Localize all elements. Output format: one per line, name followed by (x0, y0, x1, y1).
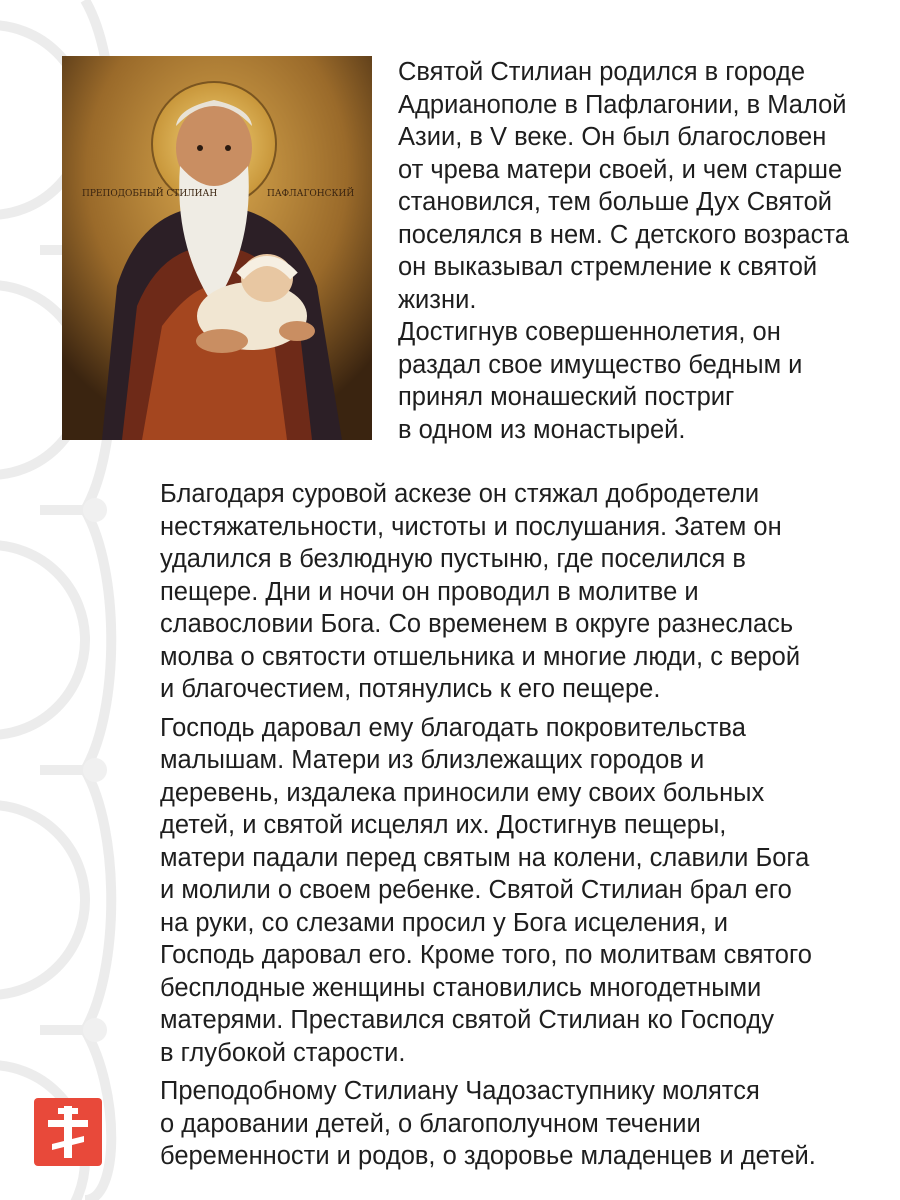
main-text-block (160, 478, 890, 1173)
orthodox-cross-logo (34, 1098, 102, 1166)
orthodox-cross-icon (34, 1098, 102, 1166)
icon-inscription-right: ПАФЛАГОНСКИЙ (267, 189, 355, 199)
intro-paragraph-1: Святой Стилиан родился в городе Адрианополе в Пафлагонии, в Малой Азии, в V веке. Он был благословен от чрева матери своей, и чем старше становился, тем больше Дух Святой поселялся в нем. С детского возраста он выказывал стремление к святой жизни. (398, 58, 849, 314)
body-paragraph-2: Господь даровал ему благодать покровительства малышам. Матери из близлежащих городов и деревень, издалека приносили ему своих больных детей, и святой исцелял их. Достигнув пещеры, матери падали перед святым на колени, славили Бога и молили о своем ребенке. Святой Стилиан брал его на руки, со слезами просил у Бога исцеления, и Господь даровал его. Кроме того, по молитвам святого бесплодные женщины становились многодетными матерями. Преставился святой Стилиан ко Господу в глубокой старости. (160, 713, 812, 1067)
saint-stylianos-icon-image (62, 56, 372, 440)
intro-text-block (398, 56, 888, 446)
icon-inscription-left: ПРЕПОДОБНЫЙ СТИЛИАН (82, 189, 218, 199)
body-paragraph-1: Благодаря суровой аскезе он стяжал добродетели нестяжательности, чистоты и послушания. Затем он удалился в безлюдную пустыню, где поселился в пещере. Дни и ночи он проводил в молитве и славословии Бога. Со временем в округе разнеслась молва о святости отшельника и многие люди, с верой и благочестием, потянулись к его пещере. (160, 480, 801, 703)
body-paragraph-3: Преподобному Стилиану Чадозаступнику молятся о даровании детей, о благополучном течении беременности и родов, о здоровье младенцев и детей. (160, 1077, 816, 1170)
intro-paragraph-2: Достигнув совершеннолетия, он раздал свое имущество бедным и принял монашеский постриг в одном из монастырей. (398, 318, 803, 444)
